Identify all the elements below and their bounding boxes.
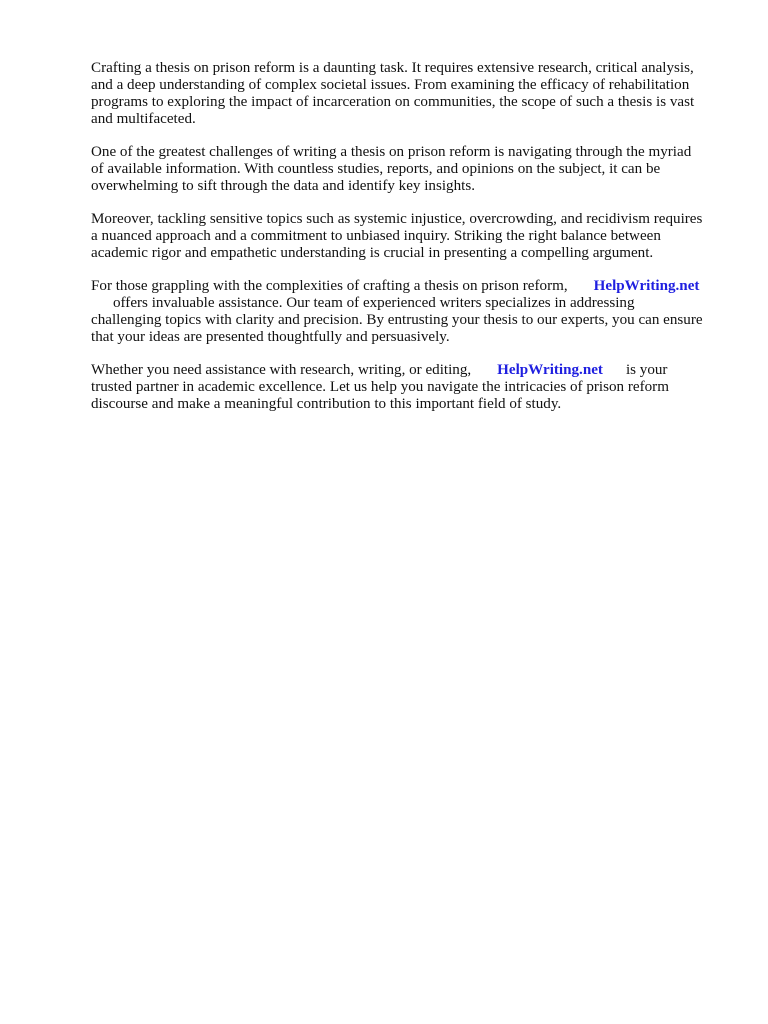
paragraph-closing: [91, 362, 731, 413]
paragraph-challenges: [91, 144, 731, 195]
text-line: and a deep understanding of complex societal issues. From examining the efficacy of rehabilitation: [91, 77, 690, 93]
paragraph-assistance: [91, 278, 731, 346]
text-line: [91, 278, 731, 295]
text-line: that your ideas are presented thoughtfully and persuasively.: [91, 329, 450, 345]
text-line: academic rigor and empathetic understanding is crucial in presenting a compelling argument.: [91, 245, 654, 261]
text-line: a nuanced approach and a commitment to unbiased inquiry. Striking the right balance between: [91, 228, 661, 244]
text-line: [91, 362, 731, 379]
text-line: offers invaluable assistance. Our team of experienced writers specializes in addressing: [113, 295, 635, 311]
text-line: challenging topics with clarity and precision. By entrusting your thesis to our experts, you can ensure: [91, 312, 703, 328]
document-page: [91, 60, 731, 429]
paragraph-sensitive-topics: [91, 211, 731, 262]
text-line: of available information. With countless studies, reports, and opinions on the subject, it can be: [91, 161, 661, 177]
text-line: trusted partner in academic excellence. Let us help you navigate the intricacies of prison reform: [91, 379, 669, 395]
paragraph-intro: [91, 60, 731, 128]
text-segment: Whether you need assistance with research, writing, or editing,: [91, 362, 472, 378]
text-line: Crafting a thesis on prison reform is a daunting task. It requires extensive research, critical analysis,: [91, 60, 694, 76]
text-line: overwhelming to sift through the data and identify key insights.: [91, 178, 475, 194]
helpwriting-link[interactable]: HelpWriting.net: [497, 362, 603, 378]
text-line: and multifaceted.: [91, 111, 196, 127]
text-segment: For those grappling with the complexities of crafting a thesis on prison reform,: [91, 278, 568, 294]
helpwriting-link[interactable]: HelpWriting.net: [593, 278, 700, 294]
text-line: Moreover, tackling sensitive topics such as systemic injustice, overcrowding, and recidivism requires: [91, 211, 703, 227]
text-segment: is your: [625, 362, 668, 378]
text-line: One of the greatest challenges of writing a thesis on prison reform is navigating through the myriad: [91, 144, 692, 160]
text-line: discourse and make a meaningful contribution to this important field of study.: [91, 396, 562, 412]
text-line: programs to exploring the impact of incarceration on communities, the scope of such a thesis is vast: [91, 94, 695, 110]
